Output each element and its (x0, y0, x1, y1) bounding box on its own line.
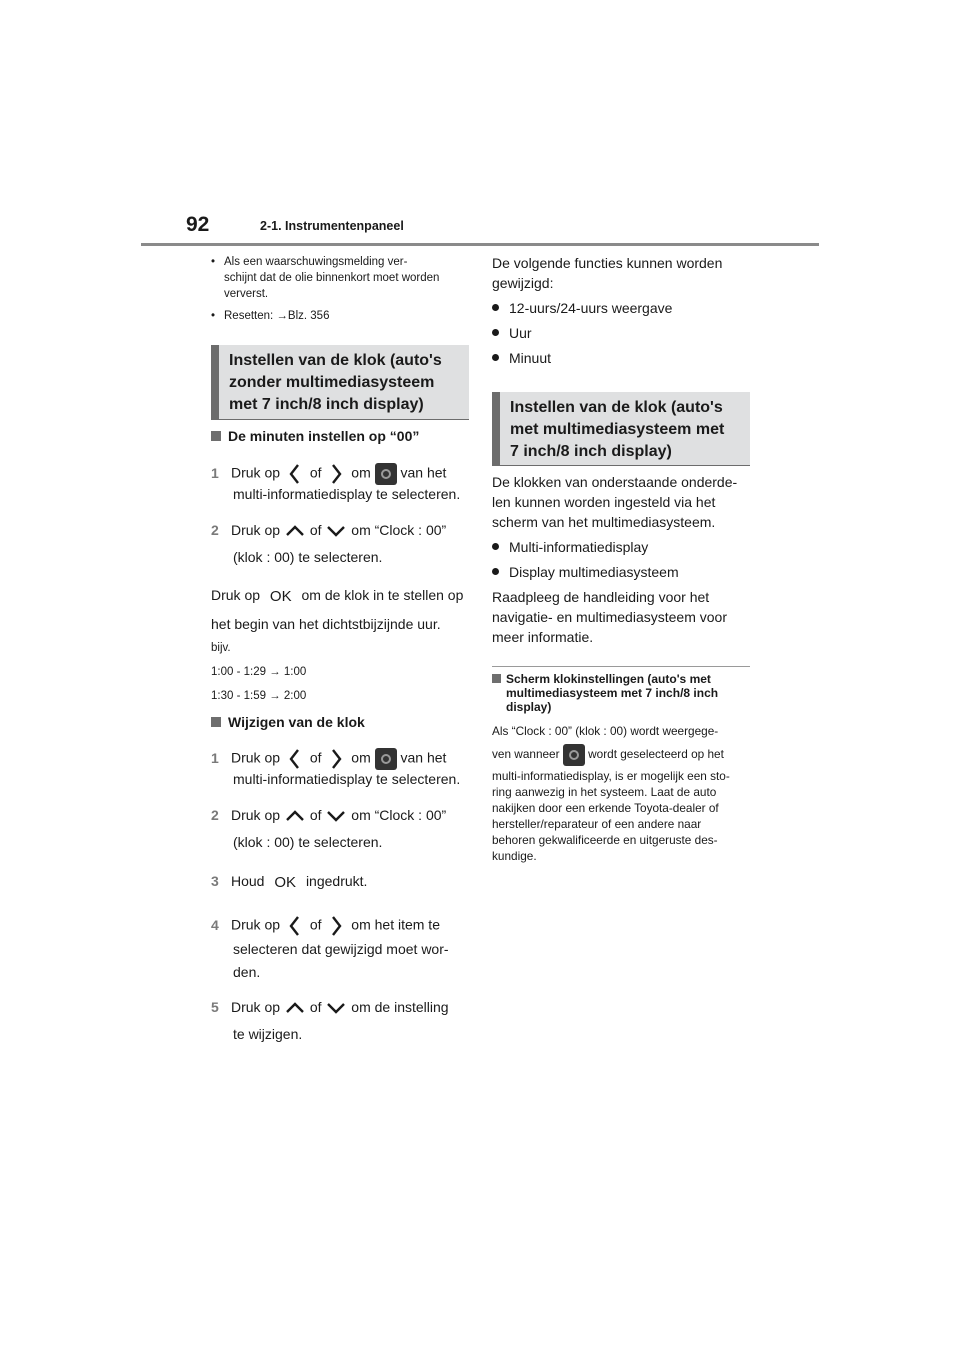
note-line: schijnt dat de olie binnenkort moet worden (224, 272, 440, 284)
subheading: Wijzigen van de klok (211, 714, 365, 730)
paragraph-line: len kunnen worden ingesteld via het (492, 494, 716, 510)
section-heading (492, 392, 750, 466)
list-item: Uur (492, 325, 532, 341)
square-bullet-icon (492, 674, 501, 683)
chevron-up-icon (284, 522, 306, 540)
example-row: 1:00 - 1:29 → 1:00 (211, 666, 307, 678)
subheading: De minuten instellen op “00” (211, 428, 419, 444)
heading-line: 7 inch/8 inch display) (510, 443, 672, 460)
intro-line: gewijzigd: (492, 275, 554, 291)
section-heading (211, 345, 469, 420)
settings-icon (375, 463, 397, 485)
heading-line: Instellen van de klok (auto's (229, 352, 442, 369)
header-rule (141, 243, 819, 246)
section-title: 2-1. Instrumentenpaneel (260, 219, 404, 233)
settings-icon (563, 744, 585, 766)
bullet-icon (492, 329, 499, 336)
step-line: den. (233, 964, 261, 980)
step-line: (klok : 00) te selecteren. (233, 549, 383, 565)
paragraph-line: scherm van het multimediasysteem. (492, 514, 716, 530)
paragraph-line: navigatie- en multimediasysteem voor (492, 609, 727, 625)
chevron-down-icon (325, 807, 347, 825)
chevron-left-icon (284, 462, 306, 486)
step-line: multi-informatiedisplay te selecteren. (233, 771, 461, 787)
step-line: 1 Druk op of om van het (211, 462, 446, 486)
chevron-right-icon (325, 914, 347, 938)
square-bullet-icon (211, 717, 221, 727)
fine-paragraph: multi-informatiedisplay, is er mogelijk een sto- ring aanwezig in het systeem. Laat de auto nakijken door een erkende Toyota-dealer of hersteller/reparateur of een andere naar behoren gekwalificeerde en uitgeruste des- kundige. (492, 769, 730, 863)
note-line: Resetten: →Blz. 356 (224, 310, 330, 322)
step-line: te wijzigen. (233, 1026, 303, 1042)
chevron-right-icon (325, 462, 347, 486)
chevron-left-icon (284, 747, 306, 771)
list-item: Minuut (492, 350, 551, 366)
step-line: 1 Druk op of om van het (211, 747, 446, 771)
bullet-icon (492, 304, 499, 311)
step-line: (klok : 00) te selecteren. (233, 834, 383, 850)
chevron-up-icon (284, 807, 306, 825)
step-line: 2 Druk op of om “Clock : 00” (211, 807, 446, 825)
chevron-down-icon (325, 999, 347, 1017)
chevron-up-icon (284, 999, 306, 1017)
square-bullet-icon (211, 431, 221, 441)
list-item: 12-uurs/24-uurs weergave (492, 300, 672, 316)
divider (492, 666, 750, 667)
list-item: Multi-informatiedisplay (492, 539, 648, 555)
bullet-icon (492, 543, 499, 550)
fine-line: ven wanneer wordt geselecteerd op het (492, 744, 724, 766)
note-line: Als een waarschuwingsmelding ver- (224, 256, 408, 268)
intro-line: De volgende functies kunnen worden (492, 255, 723, 271)
heading-line: Instellen van de klok (auto's (510, 399, 723, 416)
page-number: 92 (186, 213, 210, 236)
ok-paragraph-line: het begin van het dichtstbijzijnde uur. (211, 616, 441, 632)
paragraph-line: meer informatie. (492, 629, 594, 645)
chevron-right-icon (325, 747, 347, 771)
step-line: 3 Houd OK ingedrukt. (211, 873, 368, 891)
ok-button-icon: OK (269, 587, 292, 605)
paragraph-line: De klokken van onderstaande onderde- (492, 474, 738, 490)
bullet-icon (492, 568, 499, 575)
heading-line: met multimediasysteem met (510, 421, 725, 438)
step-line: 2 Druk op of om “Clock : 00” (211, 522, 446, 540)
subheading: Scherm klokinstellingen (auto's met multimediasysteem met 7 inch/8 inch display) (492, 672, 750, 714)
settings-icon (375, 748, 397, 770)
note-line: ververst. (224, 288, 269, 300)
fine-line: Als “Clock : 00” (klok : 00) wordt weergege- (492, 724, 719, 738)
note-item: • Als een waarschuwingsmelding ver- schijnt dat de olie binnenkort moet worden ververst. (211, 254, 469, 302)
ok-button-icon: OK (274, 873, 297, 891)
example-row: 1:30 - 1:59 → 2:00 (211, 690, 307, 702)
step-line: 5 Druk op of om de instelling (211, 999, 449, 1017)
chevron-left-icon (284, 914, 306, 938)
list-item: Display multimediasysteem (492, 564, 679, 580)
step-line: 4 Druk op of om het item te (211, 914, 440, 938)
note-item: • Resetten: →Blz. 356 (211, 308, 469, 324)
chevron-down-icon (325, 522, 347, 540)
ok-paragraph: Druk op OK om de klok in te stellen op (211, 587, 464, 605)
paragraph-line: Raadpleeg de handleiding voor het (492, 589, 710, 605)
step-line: selecteren dat gewijzigd moet wor- (233, 941, 449, 957)
example-label: bijv. (211, 642, 231, 654)
bullet-icon (492, 354, 499, 361)
heading-line: zonder multimediasysteem (229, 374, 435, 391)
heading-line: met 7 inch/8 inch display) (229, 396, 424, 413)
step-line: multi-informatiedisplay te selecteren. (233, 486, 461, 502)
